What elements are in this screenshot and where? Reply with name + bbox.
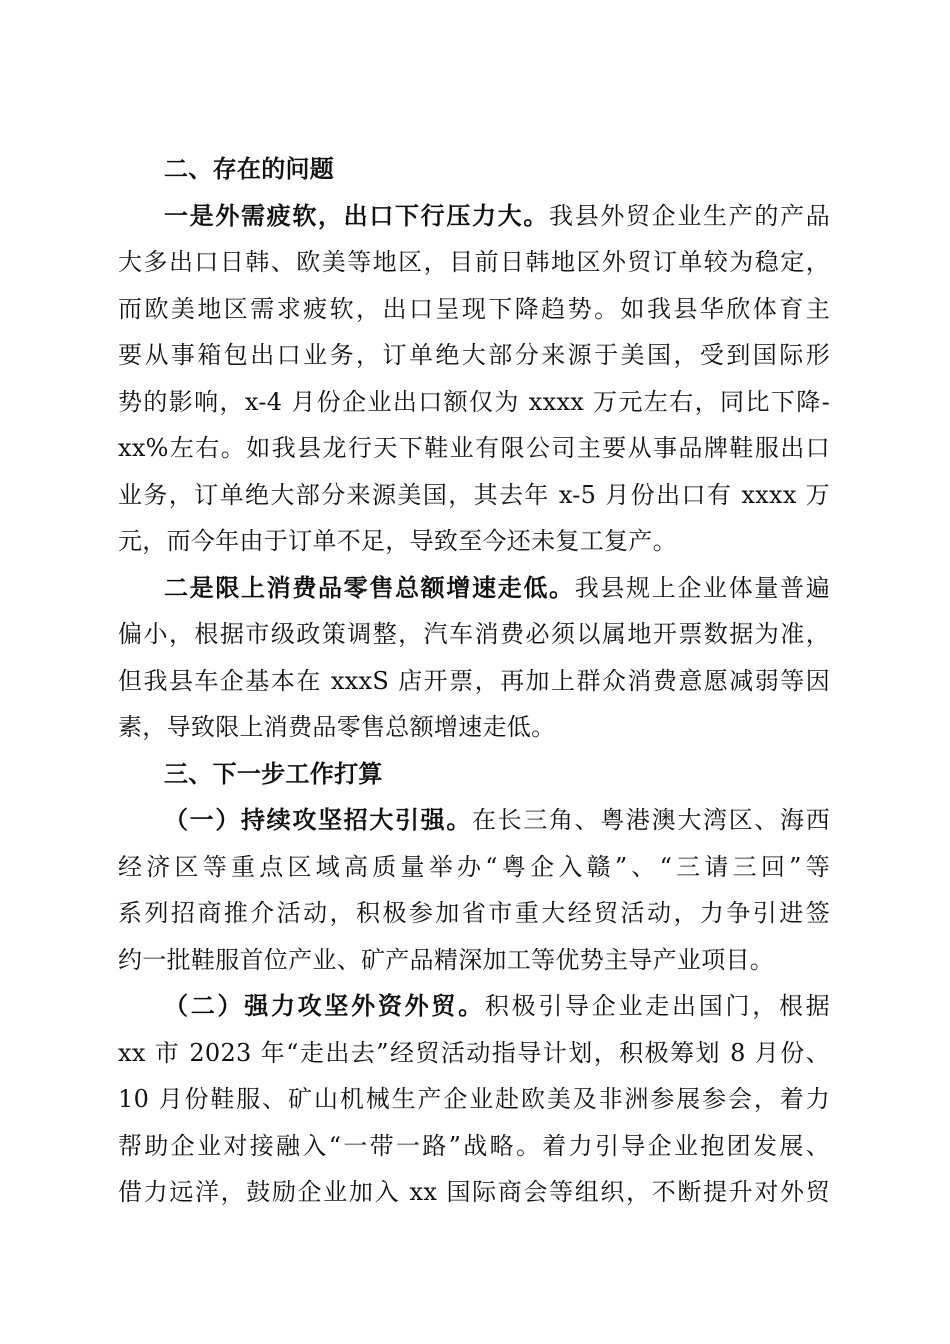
paragraph-line: xx 市 2023 年“走出去”经贸活动指导计划，积极筹划 8 月份、 <box>118 1038 830 1067</box>
paragraph-line: 业务，订单绝大部分来源美国，其去年 x-5 月份出口有 xxxx 万 <box>118 480 830 509</box>
paragraph-line <box>118 193 830 240</box>
paragraph-line: 10 月份鞋服、矿山机械生产企业赴欧美及非洲参展参会，着力 <box>118 1085 830 1113</box>
paragraph-line: 要从事箱包出口业务，订单绝大部分来源于美国，受到国际形 <box>118 341 830 369</box>
paragraph-line: xx%左右。如我县龙行天下鞋业有限公司主要从事品牌鞋服出口 <box>118 434 830 462</box>
section-heading-plan: 三、下一步工作打算 <box>164 759 383 788</box>
paragraph-line <box>118 983 830 1030</box>
paragraph-line: 但我县车企基本在 xxxS 店开票，再加上群众消费意愿减弱等因 <box>118 666 830 695</box>
section-heading-problems: 二、存在的问题 <box>164 155 335 183</box>
paragraph-line: 势的影响，x-4 月份企业出口额仅为 xxxx 万元左右，同比下降- <box>118 387 830 416</box>
paragraph-line: 系列招商推介活动，积极参加省市重大经贸活动，力争引进签 <box>118 899 830 927</box>
paragraph-line <box>118 797 830 844</box>
paragraph-line <box>118 565 830 612</box>
paragraph-text: 我县外贸企业生产的产品 <box>549 201 830 230</box>
paragraph-line: 借力远洋，鼓励企业加入 xx 国际商会等组织，不断提升对外贸 <box>118 1178 830 1206</box>
paragraph-line: 素，导致限上消费品零售总额增速走低。 <box>118 713 556 741</box>
paragraph-lead: （一）持续攻坚招大引强。 <box>164 806 473 834</box>
document-body <box>118 146 830 1216</box>
paragraph-line: 经济区等重点区域高质量举办“粤企入赣”、“三请三回”等 <box>118 852 830 881</box>
paragraph-text: 我县规上企业体量普遍 <box>574 573 830 602</box>
paragraph-line: 约一批鞋服首位产业、矿产品精深加工等优势主导产业项目。 <box>118 945 775 974</box>
paragraph-line: 偏小，根据市级政策调整，汽车消费必须以属地开票数据为准， <box>118 620 830 648</box>
paragraph-lead: 一是外需疲软，出口下行压力大。 <box>164 201 550 230</box>
paragraph-lead: （二）强力攻坚外资外贸。 <box>164 992 485 1020</box>
paragraph-line: 元，而今年由于订单不足，导致至今还未复工复产。 <box>118 527 677 555</box>
paragraph-line: 帮助企业对接融入“一带一路”战略。着力引导企业抱团发展、 <box>118 1131 830 1160</box>
paragraph-line: 而欧美地区需求疲软，出口呈现下降趋势。如我县华欣体育主 <box>118 294 830 323</box>
paragraph-lead: 二是限上消费品零售总额增速走低。 <box>164 573 575 602</box>
paragraph-text: 在长三角、粤港澳大湾区、海西 <box>472 806 830 834</box>
paragraph-text: 积极引导企业走出国门，根据 <box>484 992 830 1020</box>
paragraph-line: 大多出口日韩、欧美等地区，目前日韩地区外贸订单较为稳定， <box>118 248 830 276</box>
